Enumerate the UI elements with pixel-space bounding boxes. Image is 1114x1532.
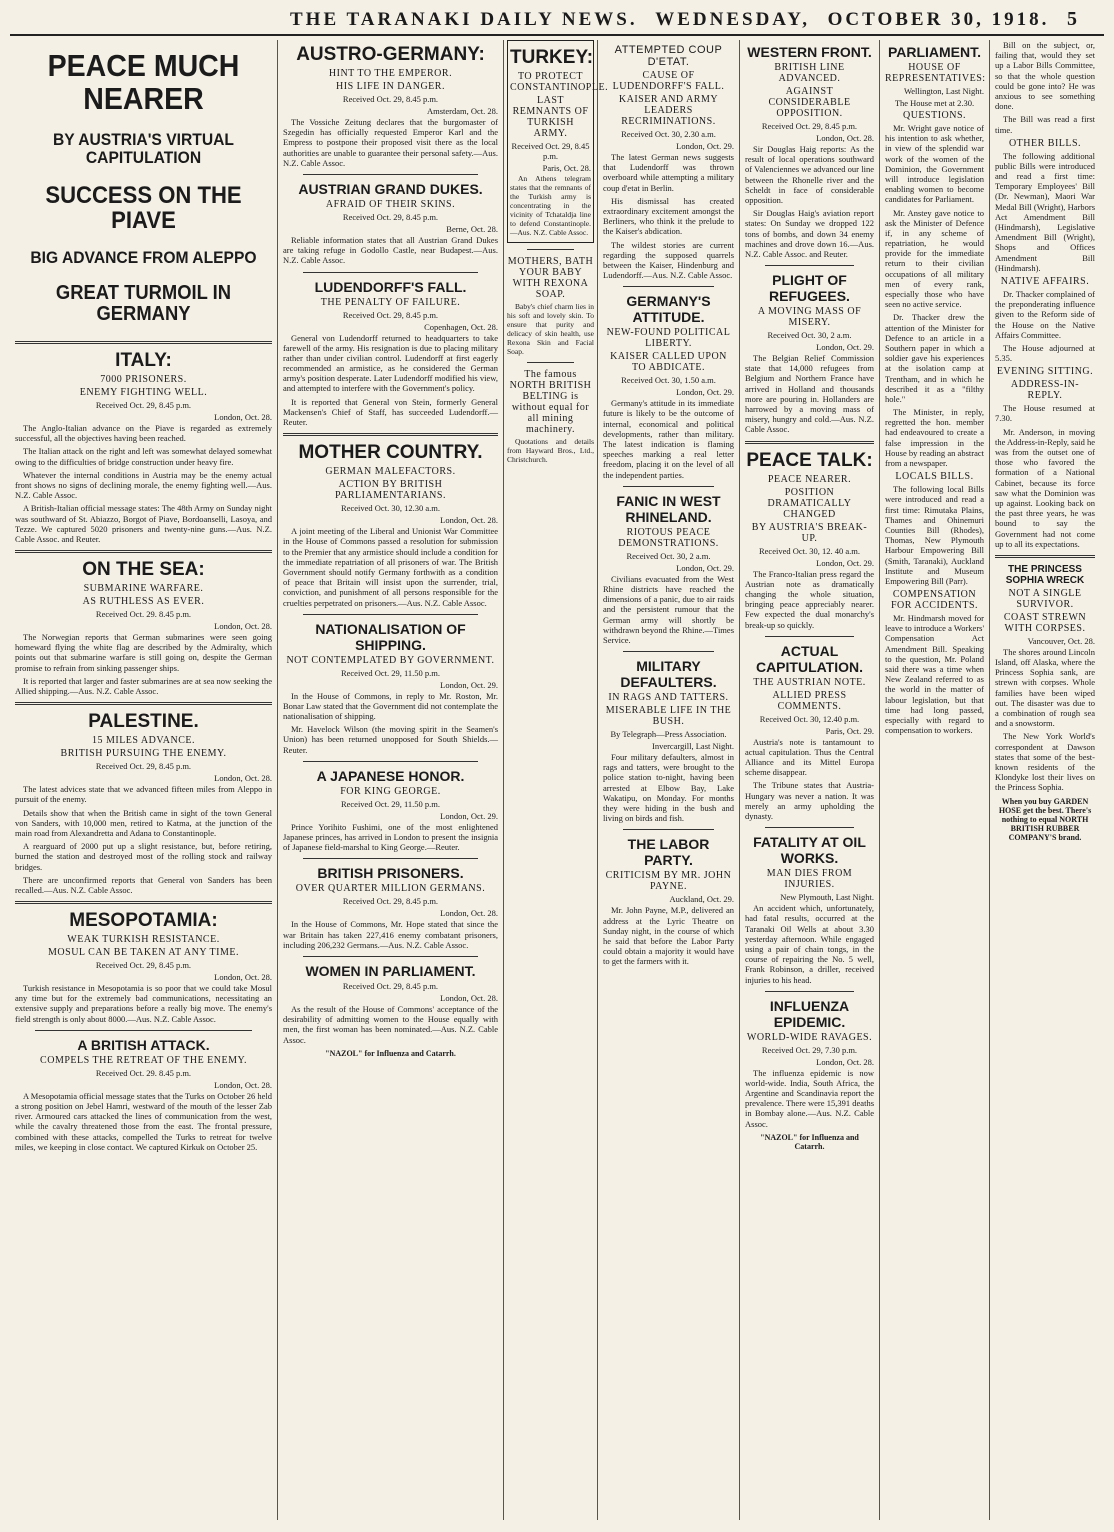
divider (745, 441, 874, 444)
article-subtitle: HOUSE OF REPRESENTATIVES: (885, 62, 986, 84)
received-line: Received Oct. 29. 8.45 p.m. (95, 1067, 192, 1078)
article-subtitle: PEACE NEARER. (767, 473, 852, 485)
place-line: London, Oct. 28. (816, 1056, 874, 1067)
article-subtitle: BRITISH PURSUING THE ENEMY. (60, 748, 227, 760)
divider (35, 1030, 252, 1031)
place-line: London, Oct. 29. (816, 342, 874, 353)
divider (303, 858, 478, 859)
article-turkey (507, 40, 609, 243)
received-line: Received Oct. 30, 12. 40 a.m. (758, 545, 861, 556)
article-title: FATALITY AT OIL WORKS. (753, 834, 866, 867)
paragraph: Mr. Havelock Wilson (the moving spirit in the Seamen's Union) has been returned unopposed for South Shields.—Reuter. (283, 724, 498, 755)
paragraph: Prince Yorihito Fushimi, one of the most enlightened Japanese princes, has arrived in London to present the insignia of Japanese field-marshal to King George.—Reuter. (283, 821, 498, 853)
article-title: BRITISH PRISONERS. (317, 865, 464, 882)
article-subtitle: WORLD-WIDE RAVAGES. (746, 1031, 873, 1043)
place-line: London, Oct. 29. (676, 562, 734, 573)
paper-name: THE TARANAKI DAILY NEWS. (290, 9, 638, 30)
article-title: AUSTRIAN GRAND DUKES. (298, 180, 483, 197)
article-subtitle: CRITICISM BY MR. JOHN PAYNE. (605, 870, 732, 893)
article-coup (603, 44, 734, 280)
belting-advert (507, 369, 594, 464)
divider (765, 265, 854, 266)
article-title: A JAPANESE HONOR. (316, 767, 465, 784)
article-title: THE PRINCESS SOPHIA WRECK (1005, 563, 1085, 586)
divider (303, 614, 478, 615)
article-subtitle: NEW-FOUND POLITICAL LIBERTY. (606, 327, 731, 350)
lead-deck-4: GREAT TURMOIL IN GERMANY (55, 282, 232, 325)
article-subtitle: MAN DIES FROM INJURIES. (766, 868, 853, 891)
article-subtitle: COMPENSATION FOR ACCIDENTS. (890, 589, 978, 612)
column-2 (278, 40, 504, 1520)
place-line: London, Oct. 28. (440, 908, 498, 919)
article-subtitle: POSITION DRAMATICALLY CHANGED (767, 486, 852, 520)
column-7 (990, 40, 1100, 1520)
place-line: Paris, Oct. 29. (825, 725, 874, 736)
article-women-parliament (283, 963, 498, 1045)
paragraph: The Anglo-Italian advance on the Piave is regarded as extremely successful, all the objectives having been reached. (15, 423, 272, 444)
divider (623, 651, 714, 652)
article-subtitle: TO PROTECT CONSTANTINOPLE. (510, 71, 609, 93)
paragraph: Mr. Anstey gave notice to ask the Minister of Defence if, in any scheme of repatriation, he would provide for the immediate return to their civilian occupations of all military men of every rank, especially those who have seen no active service. (885, 207, 984, 310)
article-title: PEACE TALK: (746, 449, 873, 471)
issue-day: WEDNESDAY, (655, 9, 810, 30)
article-subtitle: AS RUTHLESS AS EVER. (82, 596, 205, 608)
article-sea (15, 559, 272, 696)
article-title: INFLUENZA EPIDEMIC. (769, 997, 850, 1030)
paragraph: Dr. Thacker complained of the preponderating influence given to the Reform side of the House on the Native Affairs Committee. (995, 288, 1095, 340)
paragraph: Civilians evacuated from the West Rhine districts have reached the dimensions of a panic, due to air raids and the persistent rumour that the German army will shortly be withdrawn beyond the Rhine.—Times Service. (603, 573, 734, 645)
place-line: London, Oct. 28. (440, 515, 498, 526)
article-subtitle: NATIVE AFFAIRS. (1000, 275, 1090, 287)
paragraph: It is reported that larger and faster submarines are at sea now seeking the Allied shipping.—Aus. N.Z. Cable Assoc. (15, 675, 272, 696)
article-title: WOMEN IN PARLIAMENT. (305, 962, 476, 979)
article-title: ACTUAL CAPITULATION. (755, 642, 864, 675)
place-line: London, Oct. 29. (440, 810, 498, 821)
article-subtitle: OTHER BILLS. (1008, 137, 1082, 149)
paragraph: A rearguard of 2000 put up a slight resistance, but, before retiring, burned the station and destroyed most of the rolling stock and railway bridges. (15, 841, 272, 872)
article-subtitle: NOT A SINGLE SURVIVOR. (1008, 587, 1082, 610)
divider (283, 433, 498, 436)
paragraph: His dismissal has created extraordinary excitement amongst the Berliners, who think it the prelude to the Kaiser's abdication. (603, 195, 734, 237)
article-other-bills (995, 138, 1095, 273)
place-line: Wellington, Last Night. (903, 86, 984, 96)
paragraph: An accident which, unfortunately, had fatal results, occurred at the Taranaki Oil Wells at about 3.30 yesterday afternoon. While engaged using a pair of chain tongs, in the course of repairing the No. 5 well, Frank Robinson, a driller, received injuries to his head. (745, 903, 874, 985)
received-line: Received Oct. 30, 12.30 a.m. (341, 503, 440, 514)
place-line: London, Oct. 28. (214, 621, 272, 632)
article-evening-sitting (995, 366, 1095, 549)
article-title: FANIC IN WEST RHINELAND. (616, 492, 721, 525)
article-subtitle: AFRAID OF THEIR SKINS. (325, 198, 456, 210)
article-subtitle: COAST STREWN WITH CORPSES. (1003, 611, 1087, 634)
article-title: ATTEMPTED COUP D'ETAT. (614, 44, 723, 68)
paragraph: The influenza epidemic is now world-wide. India, South Africa, the Argentine and Scandinavia report the prevalence. There were 15,391 deaths in Bombay alone.—Aus. N.Z. Cable Assoc. (745, 1067, 874, 1129)
article-title: MESOPOTAMIA: (69, 910, 218, 932)
divider (15, 341, 272, 344)
received-line: Received Oct. 30, 1.50 a.m. (621, 375, 716, 386)
divider (527, 249, 574, 250)
advert-title: MOTHERS, BATH YOUR BABY WITH REXONA SOAP. (507, 256, 594, 300)
paragraph: Four military defaulters, almost in rags and tatters, were brought to the police station to-night, having been arrested at Elbow Bay, Lake Wakatipu, on Monday. For months they were hiding in the bush and living on birds and fish. (603, 752, 734, 824)
article-oil-fatality (745, 834, 874, 985)
article-subtitle: CAUSE OF LUDENDORFF'S FALL. (612, 70, 725, 92)
received-line: Received Oct. 29, 8.45 p.m. (761, 121, 858, 131)
article-title: PALESTINE. (88, 711, 199, 733)
issue-date: OCTOBER 30, 1918. (827, 9, 1050, 30)
article-subtitle: A MOVING MASS OF MISERY. (757, 306, 862, 329)
divider (15, 901, 272, 904)
article-title: ON THE SEA: (82, 559, 205, 581)
received-line: Received Oct. 29, 8.45 p.m. (342, 309, 439, 320)
article-subtitle: KAISER CALLED UPON TO ABDICATE. (610, 351, 727, 374)
paragraph: Whatever the internal conditions in Austria may be the enemy actual front shows no signs of declining morale, the enemy fighting well.—Aus. N.Z. Cable Assoc. (15, 469, 272, 501)
place-line: Copenhagen, Oct. 28. (424, 321, 498, 332)
received-line: Received Oct. 29, 8.45 p.m. (342, 896, 439, 907)
article-subtitle: THE AUSTRIAN NOTE. (753, 676, 866, 688)
place-line: London, Oct. 29. (816, 557, 874, 568)
article-subtitle: ACTION BY BRITISH PARLIAMENTARIANS. (335, 479, 446, 502)
received-line: Received Oct. 30, 12.40 p.m. (759, 713, 860, 724)
paragraph: Mr. John Payne, M.P., delivered an address at the Lyric Theatre on Sunday night, in the course of which he said that before the Labor Party could obtain a majority it would have to get the farmers with it. (603, 905, 734, 967)
received-line: Received Oct. 29, 8.45 p.m. (95, 400, 192, 410)
place-line: Vancouver, Oct. 28. (1027, 635, 1095, 646)
article-defaulters (603, 658, 734, 823)
article-subtitle: 15 MILES ADVANCE. (91, 735, 196, 747)
divider (303, 174, 478, 175)
paragraph: Mr. Anderson, in moving the Address-in-Reply, said he was from the outset one of those who favored the formation of a National Cabinet, because its force saw what the Dominion was up against. Looking back on the past three years, he was bound to say the Government had not come up to all its expectations. (995, 426, 1096, 549)
garden-hose-advert: When you buy GARDEN HOSE get the best. There's nothing to equal NORTH BRITISH RUBBER COMPANY'S brand. (998, 796, 1092, 842)
divider (15, 550, 272, 553)
paragraph: As the result of the House of Commons' acceptance of the desirability of admitting women to the House equally with men, the first woman has been nominated.—Aus. N.Z. Cable Assoc. (283, 1003, 498, 1045)
received-line: Received Oct. 30, 2.30 a.m. (621, 129, 716, 139)
article-title: A BRITISH ATTACK. (77, 1036, 210, 1053)
paragraph: The New York World's correspondent at Dawson states that some of the best-known residents of the Klondyke lost their lives on the Princess Sophia. (995, 731, 1095, 793)
article-title: WESTERN FRONT. (747, 44, 872, 60)
article-subtitle: LAST REMNANTS OF TURKISH ARMY. (512, 95, 589, 139)
column-5 (740, 40, 880, 1520)
paragraph: General von Ludendorff returned to headquarters to take farewell of the army. His resignation is due to placing military rather than under civilian control. Ludendorff at first eagerly recommended an armistice, as he considered the German army's position desperate. Later Ludendorff modified his view, and attempted to interfere with the Government's policy. (283, 332, 498, 394)
article-bill-continued (995, 40, 1095, 135)
article-subtitle: COMPELS THE RETREAT OF THE ENEMY. (40, 1054, 247, 1066)
place-line: London, Oct. 28. (214, 1079, 272, 1090)
paragraph: The Vossiche Zeitung declares that the burgomaster of Szegedin has officially requested Emperor Karl and the Empress to postpone their proposed visit there as the local authorities are unable to guarantee their personal safety.—Aus. N.Z. Cable Assoc. (283, 117, 498, 168)
place-line: Amsterdam, Oct. 28. (426, 106, 498, 116)
divider (995, 555, 1095, 558)
divider (765, 991, 854, 992)
received-line: Received Oct. 30, 2 a.m. (626, 550, 711, 561)
article-rhineland (603, 493, 734, 645)
nazol-advert: "NAZOL" for Influenza and Catarrh. (325, 1048, 456, 1058)
received-line: Received Oct. 29, 11.50 p.m. (340, 667, 441, 678)
paragraph: The latest German news suggests that Ludendorff was thrown overboard while attempting a military coup d'etat in Berlin. (603, 152, 734, 193)
article-local-bills (885, 471, 984, 586)
article-princess-sophia (995, 564, 1095, 793)
article-title: PLIGHT OF REFUGEES. (769, 272, 850, 305)
article-title: LUDENDORFF'S FALL. (314, 278, 467, 295)
article-title: ITALY: (115, 350, 172, 371)
article-subtitle: MOSUL CAN BE TAKEN AT ANY TIME. (48, 947, 239, 959)
divider (15, 702, 272, 705)
paragraph: In the House of Commons, Mr. Hope stated that since the war Britain has taken 227,416 enemy combatant prisoners, including 206,232 Germans.—Aus. N.Z. Cable Assoc. (283, 919, 498, 950)
article-nationalisation (283, 621, 498, 755)
divider (623, 829, 714, 830)
received-line: Received Oct. 29, 7.30 p.m. (761, 1044, 858, 1055)
article-subtitle: RIOTOUS PEACE DEMONSTRATIONS. (618, 526, 719, 549)
article-capitulation (745, 643, 874, 822)
article-title: NATIONALISATION OF SHIPPING. (315, 620, 466, 653)
article-british-prisoners (283, 865, 498, 950)
lead-deck-1: BY AUSTRIA'S VIRTUAL CAPITULATION (52, 130, 234, 167)
article-subtitle: QUESTIONS. (902, 110, 967, 121)
paragraph: The shores around Lincoln Island, off Alaska, where the Princess Sophia sank, are strewn with corpses. Whole families have been wiped out. The disaster was due to a combination of rough sea and a snowstorm. (995, 646, 1095, 729)
paragraph: A joint meeting of the Liberal and Unionist War Committee in the House of Commons passed a resolution for submission to the Premier that any armistice should include a condition for the immediate repatriation of all prisoners of war. The British Government should notify Germany forthwith as a condition of peace that Britain will insist upon the surrender, trial, conviction, and punishment of all persons responsible for the cruelties perpetrated on prisoners.—Aus. N.Z. Cable Assoc. (283, 526, 498, 608)
place-line: Auckland, Oct. 29. (669, 894, 734, 905)
paragraph: A British-Italian official message states: The 48th Army on Sunday night was southward of St. Abiazzo, Borgot of Piave, Bordoanselli, Lasoya, and Tezze. We captured 5020 prisoners and twenty-nine guns.—Aus. N.Z. Cable Assoc. and Reuter. (15, 503, 272, 544)
article-subtitle: THE PENALTY OF FAILURE. (320, 296, 461, 308)
paragraph: The Belgian Relief Commission state that 14,000 refugees from Belgium and Northern France have arrived in Holland and thousands more are pouring in. Hollanders are harrowed by a moving mass of misery, hungry and cold.—Aus. N.Z. Cable Assoc. (745, 353, 874, 435)
paragraph: A Mesopotamia official message states that the Turks on October 26 held a strong position on Jebel Hamri, westward of the mouth of the lesser Zab river. Armoured cars attacked the lines of communication from the west, while the cavalry threatened those from the east. The frontal pressure, combined with these attacks, compelled the Turks to retreat for twelve miles, we keeping in close contact. We captured Kirkuk on October 25. (15, 1090, 272, 1152)
paragraph: The Norwegian reports that German submarines were seen going homeward flying the white flag are described by the Admiralty, which points out that submarine warfare is still going on, despite the German promise to refrain from sinking passenger ships. (15, 632, 272, 673)
paragraph: Mr. Hindmarsh moved for leave to introduce a Workers' Compensation Act Amendment Bill. Speaking to the question, Mr. Poland said there was a time when New Zealand referred to as the world in the matter of labour legislation, but that time had long passed, especially with regard to compensation to workers. (885, 613, 984, 736)
article-title: PARLIAMENT. (887, 44, 982, 60)
article-subtitle: EVENING SITTING. (996, 366, 1094, 378)
divider (303, 272, 478, 273)
page-number: 5 (1066, 8, 1080, 30)
article-title: MOTHER COUNTRY. (298, 442, 483, 464)
article-subtitle: 7000 PRISONERS. (100, 374, 187, 385)
article-italy (15, 350, 272, 544)
divider (765, 827, 854, 828)
article-title: GERMANY'S ATTITUDE. (626, 293, 711, 326)
masthead (10, 8, 1104, 36)
divider (303, 761, 478, 762)
article-subtitle: AGAINST CONSIDERABLE OPPOSITION. (768, 86, 851, 119)
paragraph: In the House of Commons, in reply to Mr. Roston, Mr. Bonar Law stated that the Government did not contemplate the nationalisation of shipping. (283, 690, 498, 722)
article-subtitle: KAISER AND ARMY LEADERS RECRIMINATIONS. (618, 94, 719, 127)
divider (623, 486, 714, 487)
nazol-advert: "NAZOL" for Influenza and Catarrh. (760, 1132, 859, 1151)
paragraph: Sir Douglas Haig reports: As the result of local operations southward of Valenciennes we advanced our line between the Rhonelle river and the Scheldt in face of considerable opposition. (745, 144, 874, 205)
article-palestine (15, 711, 272, 895)
article-influenza (745, 998, 874, 1129)
paragraph: Quotations and details from Hayward Bros., Ltd., Christchurch. (507, 437, 594, 464)
place-line: London, Oct. 28. (816, 133, 874, 143)
place-line: London, Oct. 28. (214, 972, 272, 983)
received-line: By Telegraph—Press Association. (610, 729, 727, 740)
lead-deck-2: SUCCESS ON THE PIAVE (45, 181, 242, 234)
divider (527, 362, 574, 363)
article-ludendorff (283, 279, 498, 428)
article-british-attack (15, 1037, 272, 1152)
article-parliament (885, 44, 984, 468)
article-subtitle: HINT TO THE EMPEROR. (328, 68, 453, 79)
divider (765, 636, 854, 637)
article-labor-party (603, 836, 734, 966)
article-subtitle: NOT CONTEMPLATED BY GOVERNMENT. (286, 654, 495, 666)
article-subtitle: BRITISH LINE ADVANCED. (774, 62, 845, 84)
column-1 (10, 40, 278, 1520)
paragraph: The Franco-Italian press regard the Austrian note as dramatically changing the whole situation, bringing peace appreciably nearer. Few expected the dual monarchy's break-up so quickly. (745, 568, 874, 630)
divider (303, 956, 478, 957)
article-subtitle: BY AUSTRIA'S BREAK-UP. (751, 521, 868, 544)
paragraph: It is reported that General von Stein, formerly General Mackensen's Chief of Staff, has succeeded Ludendorff.—Reuter. (283, 396, 498, 427)
paragraph: The latest advices state that we advanced fifteen miles from Aleppo in pursuit of the enemy. (15, 784, 272, 805)
paragraph: Details show that when the British came in sight of the town General von Sanders, with 10,000 men, retired to Katma, at the junction of the main road from Alexandretta and Adana to Constantinople. (15, 807, 272, 838)
received-line: Received Oct. 29, 8.45 p.m. (511, 141, 590, 161)
sitting-time: The House met at 2.30. (894, 98, 975, 108)
article-refugees (745, 272, 874, 435)
received-line: Received Oct. 29, 8.45 p.m. (95, 761, 192, 772)
article-subtitle: ENEMY FIGHTING WELL. (79, 387, 208, 398)
paragraph: Turkish resistance in Mesopotamia is so poor that we could take Mosul any time but for the extremely bad communications, necessitating an extensive supply and preparations before a really big move. The enemy's field strength is only about 8000.—Aus. N.Z. Cable Assoc. (15, 983, 272, 1024)
columns (10, 40, 1104, 1520)
article-subtitle: SUBMARINE WARFARE. (83, 583, 204, 595)
paragraph: Dr. Thacker drew the attention of the Minister for Defence to an article in a Southern paper in which a soldier gave his experiences at the isolation camp at Trentham, and in which he described it as a "filthy hole." (885, 312, 984, 404)
article-japanese-honor (283, 768, 498, 853)
lead-headline: PEACE MUCH NEARER (47, 48, 240, 116)
paragraph: Baby's chief charm lies in his soft and lovely skin. To ensure that purity and delicacy of skin health, use Rexona Skin and Facial Soap. (507, 302, 594, 356)
place-line: New Plymouth, Last Night. (780, 892, 874, 903)
article-grand-dukes (283, 181, 498, 266)
received-line: Received Oct. 29, 8.45 p.m. (95, 960, 192, 971)
article-title: TURKEY: (510, 47, 594, 68)
article-germany-attitude (603, 293, 734, 480)
received-line: Received Oct. 30, 2 a.m. (767, 330, 852, 341)
article-mother-country (283, 442, 498, 608)
received-line: Received Oct. 29, 8.45 p.m. (342, 980, 439, 991)
rexona-advert (507, 256, 594, 356)
article-peace-talk (745, 450, 874, 630)
advert-title: The famous NORTH BRITISH BELTING is without equal for all mining machinery. (509, 369, 592, 435)
article-subtitle: GERMAN MALEFACTORS. (325, 466, 456, 478)
column-3 (504, 40, 609, 1520)
article-subtitle: MISERABLE LIFE IN THE BUSH. (605, 705, 732, 728)
divider (623, 286, 714, 287)
paragraph: The Minister, in reply, regretted the hon. member had endeavoured to create a false impression in the House by reading an abstract from a newspaper. (885, 407, 984, 468)
place-line: London, Oct. 29. (676, 141, 734, 151)
article-subtitle: IN RAGS AND TATTERS. (608, 692, 729, 704)
article-compensation (885, 589, 984, 735)
paragraph: There are unconfirmed reports that General von Sanders has been recalled.—Aus. N.Z. Cable Assoc. (15, 874, 272, 895)
paragraph: Austria's note is tantamount to actual capitulation. Thus the Central Alliance and its Mittel Europa scheme disappear. (745, 736, 874, 778)
paragraph: The following additional public Bills were introduced and read a first time: Temporary Employees' Bill (Dr. Newman), Maori War Medal Bill (Wright), Harbors Act Amendment Bill (Hindmarsh), Legislative Amendment Bill (Wright), Shops and Offices Amendment Bill (Hindmarsh). (995, 150, 1095, 273)
article-austro-germany (283, 44, 498, 168)
received-line: Received Oct. 29, 11.50 p.m. (340, 798, 441, 809)
paragraph: Germany's attitude in its immediate future is likely to be the outcome of internal, economical and political developments, rather than military. The latest indication is flaming speeches marking a real letter freedom, placing it on the level of all the independent parties. (603, 398, 734, 480)
place-line: London, Oct. 29. (440, 679, 498, 690)
received-line: Received Oct. 29. 8.45 p.m. (95, 609, 192, 620)
paragraph: An Athens telegram states that the remnants of the Turkish army is concentrating in the vicinity of Tchataldja line to defend Constantinople.—Aus. N.Z. Cable Assoc. (510, 174, 591, 237)
article-title: AUSTRO-GERMANY: (296, 44, 485, 65)
lead-deck-3: BIG ADVANCE FROM ALEPPO (30, 248, 257, 268)
article-subtitle: ALLIED PRESS COMMENTS. (772, 689, 847, 712)
article-subtitle: WEAK TURKISH RESISTANCE. (67, 934, 220, 946)
article-native-affairs (995, 276, 1095, 363)
place-line: Berne, Oct. 28. (446, 223, 498, 234)
received-line: Received Oct. 29, 8.45 p.m. (342, 211, 439, 222)
article-subtitle: FOR KING GEORGE. (340, 785, 441, 797)
paragraph: The Bill was read a first time. (995, 114, 1095, 135)
place-line: London, Oct. 28. (440, 992, 498, 1003)
paragraph: The following local Bills were introduced and read a first time: Rimutaka Plains, Thames and Ohinemuri Counties Bill (Rhodes), Thomas, New Plymouth Harbour Empowering Bill (Smith, Taranaki), Auckland Institute and Museum Empowering Bill (Parr). (885, 484, 984, 586)
article-western-front (745, 44, 874, 259)
paragraph: The Italian attack on the right and left was somewhat delayed somewhat owing to the difficulties of bridge construction under heavy fire. (15, 446, 272, 467)
paragraph: Mr. Wright gave notice of his intention to ask whether, in view of the splendid war work of the women of the Dominion, the Government will introduce legislation enabling women to become candidates for Parliament. (885, 123, 984, 205)
paragraph: Bill on the subject, or, failing that, would they set up a Labor Bills Committee, so that the whole question could be gone into? He was anxious to see something done. (995, 40, 1095, 112)
column-6 (880, 40, 990, 1520)
article-subtitle: ADDRESS-IN-REPLY. (1010, 379, 1080, 402)
paragraph: The wildest stories are current regarding the supposed quarrels between the Kaiser, Hindenburg and Ludendorff.—Aus. N.Z. Cable Assoc. (603, 239, 734, 281)
article-subtitle: LOCALS BILLS. (895, 471, 974, 483)
place-line: London, Oct. 28. (214, 773, 272, 784)
place-line: London, Oct. 29. (676, 387, 734, 398)
article-mesopotamia (15, 910, 272, 1024)
place-line: Paris, Oct. 28. (542, 163, 591, 173)
paragraph: Sir Douglas Haig's aviation report states: On Sunday we dropped 122 tons of bombs, and down 34 enemy machines and drove down 16.—Aus. N.Z. Cable Assoc. and Reuter. (745, 208, 874, 259)
received-line: Received Oct. 29, 8.45 p.m. (342, 94, 439, 104)
place-line: London, Oct. 28. (214, 412, 272, 422)
paragraph: Reliable information states that all Austrian Grand Dukes are taking refuge in Godollo Castle, near Budapest.—Aus. N.Z. Cable Assoc. (283, 234, 498, 266)
paragraph: The Tribune states that Austria-Hungary was never a nation. It was merely an army upholding the dynasty. (745, 780, 874, 821)
article-subtitle: HIS LIFE IN DANGER. (336, 81, 445, 92)
paragraph: The House resumed at 7.30. (995, 403, 1095, 424)
paragraph: The House adjourned at 5.35. (995, 342, 1095, 364)
column-4 (598, 40, 740, 1520)
article-subtitle: OVER QUARTER MILLION GERMANS. (295, 883, 486, 895)
article-title: THE LABOR PARTY. (627, 836, 710, 869)
article-title: MILITARY DEFAULTERS. (620, 658, 717, 691)
place-line: Invercargill, Last Night. (652, 741, 734, 752)
